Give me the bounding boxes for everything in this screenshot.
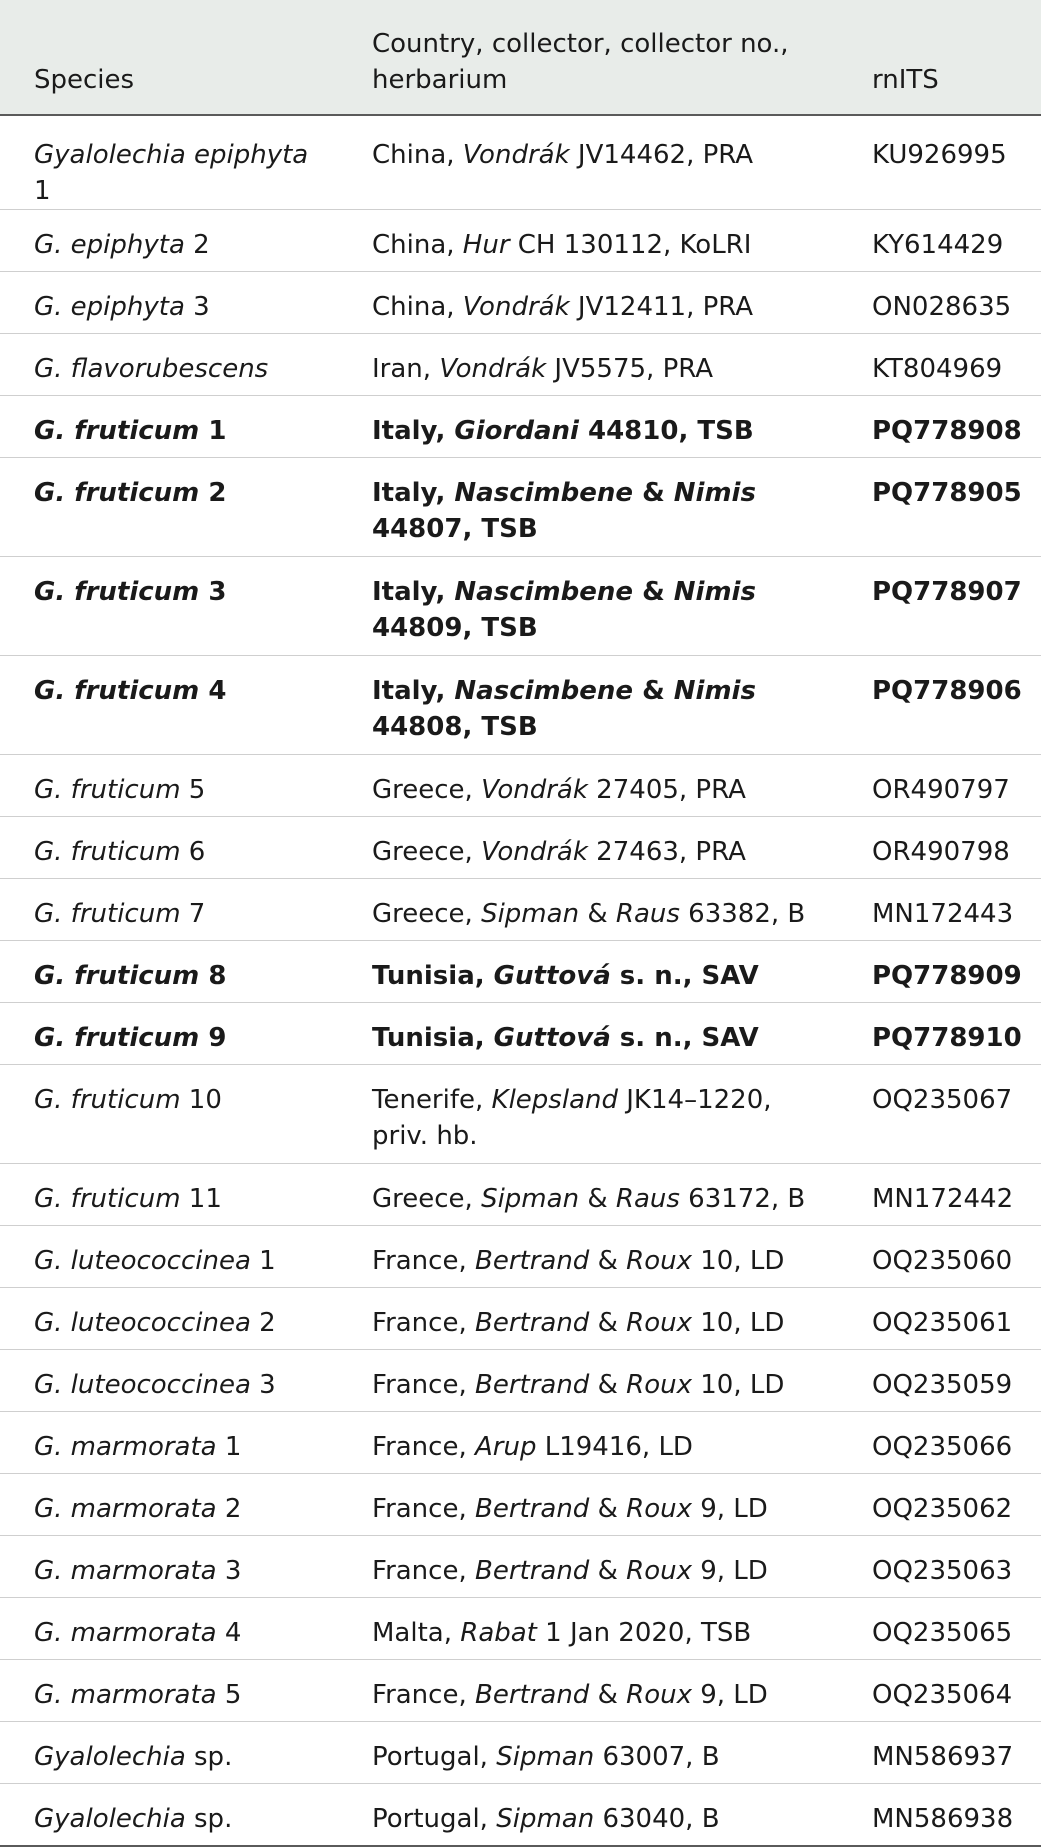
accession-cell: KY614429 (840, 210, 1041, 272)
table-row (0, 1226, 1041, 1288)
collector: Sipman (481, 899, 580, 929)
species-name: G. fruticum (34, 478, 200, 508)
collection-details: 9, LD (691, 1556, 768, 1586)
collection-cell (340, 115, 840, 210)
collection-cell (340, 334, 840, 396)
ampersand: & (589, 1556, 627, 1586)
collection-details: L19416, LD (536, 1432, 693, 1462)
country: France, (372, 1370, 475, 1400)
table-row (0, 817, 1041, 879)
species-name: G. epiphyta (34, 292, 185, 322)
species-suffix: 6 (180, 837, 206, 867)
accession-cell: OQ235063 (840, 1536, 1041, 1598)
collector-2: Roux (626, 1556, 692, 1586)
table-row-highlighted (0, 1003, 1041, 1065)
collector: Vondrák (439, 354, 547, 384)
ampersand: & (589, 1494, 627, 1524)
country: Tenerife, (372, 1085, 492, 1115)
table-row (0, 879, 1041, 941)
species-cell (0, 1003, 340, 1065)
country: France, (372, 1680, 475, 1710)
collection-details: 63007, B (594, 1742, 720, 1772)
species-name: G. marmorata (34, 1618, 217, 1648)
collector: Guttová (493, 1023, 611, 1053)
species-cell (0, 755, 340, 817)
collection-details: s. n., SAV (610, 1023, 759, 1053)
table-row (0, 1784, 1041, 1847)
collector: Vondrák (481, 775, 588, 805)
species-name: G. fruticum (34, 961, 200, 991)
collection-details: 9, LD (691, 1494, 768, 1524)
species-name: Gyalolechia epiphyta (34, 140, 309, 170)
country: Tunisia, (372, 961, 494, 991)
collection-details: 63040, B (594, 1804, 720, 1834)
collector: Vondrák (462, 292, 570, 322)
species-suffix: 2 (199, 478, 227, 508)
table-row-highlighted (0, 557, 1041, 656)
collection-cell (340, 1598, 840, 1660)
table-row (0, 1350, 1041, 1412)
species-suffix: 9 (199, 1023, 227, 1053)
table-row (0, 1065, 1041, 1164)
country: France, (372, 1432, 475, 1462)
species-cell (0, 1288, 340, 1350)
species-cell (0, 1350, 340, 1412)
ampersand: & (589, 1370, 627, 1400)
collection-details: 1 Jan 2020, TSB (536, 1618, 752, 1648)
collector: Bertrand (474, 1308, 590, 1338)
table-row (0, 1288, 1041, 1350)
collector: Guttová (493, 961, 611, 991)
ampersand: & (589, 1246, 627, 1276)
table-header (0, 0, 1041, 115)
collection-cell (340, 1164, 840, 1226)
accession-cell: OQ235059 (840, 1350, 1041, 1412)
ampersand: & (589, 1680, 627, 1710)
accession-cell: OQ235067 (840, 1065, 1041, 1164)
accession-cell: OQ235064 (840, 1660, 1041, 1722)
collection-cell (340, 1065, 840, 1164)
collection-cell (340, 1536, 840, 1598)
collector: Bertrand (474, 1370, 590, 1400)
table-row (0, 1598, 1041, 1660)
collection-details: 44810, TSB (578, 416, 754, 446)
collector: Bertrand (474, 1246, 590, 1276)
country: France, (372, 1308, 475, 1338)
species-cell (0, 1536, 340, 1598)
species-suffix: 8 (199, 961, 227, 991)
collector-2: Nimis (673, 478, 756, 508)
collector: Rabat (460, 1618, 537, 1648)
collection-details: 27405, PRA (587, 775, 746, 805)
table-body (0, 115, 1041, 1846)
accession-cell: ON028635 (840, 272, 1041, 334)
collector-2: Raus (615, 899, 680, 929)
accession-cell: PQ778905 (840, 458, 1041, 557)
species-cell (0, 396, 340, 458)
table-row (0, 1660, 1041, 1722)
ampersand: & (589, 1308, 627, 1338)
country: China, (372, 230, 463, 260)
collection-details: JV14462, PRA (569, 140, 754, 170)
species-name: G. fruticum (34, 1184, 181, 1214)
species-name: G. marmorata (34, 1680, 217, 1710)
accession-cell: PQ778910 (840, 1003, 1041, 1065)
collection-cell (340, 210, 840, 272)
ampersand: & (633, 676, 674, 706)
species-suffix: 4 (216, 1618, 242, 1648)
species-cell (0, 210, 340, 272)
country: Italy, (372, 416, 455, 446)
country: France, (372, 1246, 475, 1276)
collector-2: Roux (626, 1494, 692, 1524)
collector: Hur (462, 230, 510, 260)
collection-cell (340, 656, 840, 755)
species-suffix: 7 (180, 899, 206, 929)
accession-cell: OQ235062 (840, 1474, 1041, 1536)
country: Italy, (372, 577, 455, 607)
collection-details: 44808, TSB (372, 712, 538, 742)
species-cell (0, 879, 340, 941)
species-cell (0, 941, 340, 1003)
collection-details: JV5575, PRA (546, 354, 714, 384)
collector: Giordani (454, 416, 579, 446)
species-name: G. luteococcinea (34, 1308, 251, 1338)
ampersand: & (579, 899, 616, 929)
accession-cell: OQ235065 (840, 1598, 1041, 1660)
species-name: G. fruticum (34, 676, 200, 706)
table-row (0, 272, 1041, 334)
country: Portugal, (372, 1742, 497, 1772)
species-suffix: 2 (216, 1494, 242, 1524)
species-name: G. marmorata (34, 1494, 217, 1524)
species-name: G. fruticum (34, 577, 200, 607)
species-cell (0, 1660, 340, 1722)
collection-cell (340, 1784, 840, 1847)
header-country: Country, collector, collector no., herbarium (340, 0, 840, 115)
collector: Nascimbene (454, 676, 634, 706)
species-suffix: 2 (184, 230, 210, 260)
collection-cell (340, 1003, 840, 1065)
collector: Vondrák (462, 140, 570, 170)
table-row (0, 334, 1041, 396)
country: Greece, (372, 837, 482, 867)
collection-details: 10, LD (691, 1370, 785, 1400)
country: Italy, (372, 676, 455, 706)
species-name: Gyalolechia (34, 1742, 186, 1772)
collection-details: 63172, B (679, 1184, 806, 1214)
collector-2: Roux (626, 1246, 692, 1276)
species-suffix: sp. (185, 1804, 233, 1834)
collector-2: Nimis (673, 577, 756, 607)
accession-cell: OQ235060 (840, 1226, 1041, 1288)
accession-cell: PQ778908 (840, 396, 1041, 458)
species-cell (0, 1226, 340, 1288)
accession-cell: MN586938 (840, 1784, 1041, 1847)
species-cell (0, 1474, 340, 1536)
collector: Arup (474, 1432, 537, 1462)
collection-details: JV12411, PRA (569, 292, 754, 322)
collection-cell (340, 1412, 840, 1474)
accession-cell: PQ778907 (840, 557, 1041, 656)
species-name: Gyalolechia (34, 1804, 186, 1834)
species-name: G. fruticum (34, 1023, 200, 1053)
species-name: G. epiphyta (34, 230, 185, 260)
table-row (0, 1412, 1041, 1474)
species-cell (0, 334, 340, 396)
header-row (0, 0, 1041, 115)
accession-cell: PQ778909 (840, 941, 1041, 1003)
species-cell (0, 1164, 340, 1226)
species-name: G. fruticum (34, 416, 200, 446)
species-cell (0, 1784, 340, 1847)
country: Portugal, (372, 1804, 497, 1834)
collection-cell (340, 755, 840, 817)
accession-cell: MN586937 (840, 1722, 1041, 1784)
collector: Sipman (496, 1804, 595, 1834)
table-row-highlighted (0, 396, 1041, 458)
table-row (0, 755, 1041, 817)
accession-cell: KU926995 (840, 115, 1041, 210)
collector-2: Raus (615, 1184, 680, 1214)
collector: Vondrák (481, 837, 588, 867)
table-row (0, 115, 1041, 210)
header-rnits: rnITS (840, 0, 1041, 115)
species-suffix: 3 (250, 1370, 276, 1400)
collection-cell (340, 1288, 840, 1350)
species-suffix: 1 (199, 416, 227, 446)
collector: Nascimbene (454, 577, 634, 607)
species-suffix: 3 (184, 292, 210, 322)
accession-cell: MN172442 (840, 1164, 1041, 1226)
collection-cell (340, 1350, 840, 1412)
species-name: G. luteococcinea (34, 1370, 251, 1400)
country: France, (372, 1556, 475, 1586)
species-cell (0, 557, 340, 656)
country: Italy, (372, 478, 455, 508)
country: Malta, (372, 1618, 461, 1648)
table-row (0, 1536, 1041, 1598)
collection-details: 9, LD (691, 1680, 768, 1710)
species-name: G. fruticum (34, 775, 181, 805)
collection-cell (340, 1660, 840, 1722)
collection-cell (340, 1226, 840, 1288)
species-suffix: 10 (180, 1085, 222, 1115)
country: Iran, (372, 354, 440, 384)
species-suffix: 3 (216, 1556, 242, 1586)
species-suffix: 4 (199, 676, 227, 706)
species-cell (0, 458, 340, 557)
collector: Sipman (481, 1184, 580, 1214)
collector: Klepsland (491, 1085, 618, 1115)
species-name: G. luteococcinea (34, 1246, 251, 1276)
table-row-highlighted (0, 941, 1041, 1003)
table-row (0, 210, 1041, 272)
collector: Bertrand (474, 1494, 590, 1524)
country: Greece, (372, 899, 482, 929)
accession-cell: OQ235061 (840, 1288, 1041, 1350)
country: Greece, (372, 1184, 482, 1214)
collection-cell (340, 817, 840, 879)
collection-cell (340, 1474, 840, 1536)
collector-2: Roux (626, 1308, 692, 1338)
collector-2: Roux (626, 1680, 692, 1710)
collection-details: 44807, TSB (372, 514, 538, 544)
species-suffix: 5 (216, 1680, 242, 1710)
table-row (0, 1722, 1041, 1784)
species-cell (0, 115, 340, 210)
species-cell (0, 1412, 340, 1474)
species-suffix: 11 (180, 1184, 222, 1214)
header-species: Species (0, 0, 340, 115)
collection-details: JK14–1220, priv. hb. (372, 1085, 772, 1151)
ampersand: & (633, 478, 674, 508)
accession-cell: MN172443 (840, 879, 1041, 941)
collection-cell (340, 458, 840, 557)
country: China, (372, 292, 463, 322)
collector: Bertrand (474, 1680, 590, 1710)
collection-cell (340, 272, 840, 334)
collector-2: Roux (626, 1370, 692, 1400)
species-suffix: sp. (185, 1742, 233, 1772)
collector: Sipman (496, 1742, 595, 1772)
species-suffix: 5 (180, 775, 206, 805)
collector-2: Nimis (673, 676, 756, 706)
collection-details: 27463, PRA (587, 837, 746, 867)
collection-cell (340, 1722, 840, 1784)
table-row (0, 1164, 1041, 1226)
collection-details: s. n., SAV (610, 961, 759, 991)
species-cell (0, 272, 340, 334)
accession-cell: OQ235066 (840, 1412, 1041, 1474)
accession-cell: OR490797 (840, 755, 1041, 817)
species-cell (0, 1722, 340, 1784)
species-name: G. fruticum (34, 1085, 181, 1115)
ampersand: & (633, 577, 674, 607)
table-row-highlighted (0, 458, 1041, 557)
species-name: G. flavorubescens (34, 354, 269, 384)
table-row-highlighted (0, 656, 1041, 755)
species-suffix: 2 (250, 1308, 276, 1338)
accession-cell: PQ778906 (840, 656, 1041, 755)
collection-cell (340, 557, 840, 656)
species-name: G. marmorata (34, 1556, 217, 1586)
species-cell (0, 656, 340, 755)
collection-details: 10, LD (691, 1246, 785, 1276)
collector: Nascimbene (454, 478, 634, 508)
species-name: G. fruticum (34, 837, 181, 867)
species-cell (0, 817, 340, 879)
collection-cell (340, 396, 840, 458)
species-cell (0, 1065, 340, 1164)
country: China, (372, 140, 463, 170)
species-name: G. fruticum (34, 899, 181, 929)
accession-cell: OR490798 (840, 817, 1041, 879)
accession-cell: KT804969 (840, 334, 1041, 396)
collection-details: 10, LD (691, 1308, 785, 1338)
country: Tunisia, (372, 1023, 494, 1053)
collection-details: 63382, B (679, 899, 806, 929)
collection-cell (340, 941, 840, 1003)
collector: Bertrand (474, 1556, 590, 1586)
species-suffix: 1 (250, 1246, 276, 1276)
collection-details: 44809, TSB (372, 613, 538, 643)
species-cell (0, 1598, 340, 1660)
collection-details: CH 130112, KoLRI (509, 230, 752, 260)
species-name: G. marmorata (34, 1432, 217, 1462)
species-suffix: 3 (199, 577, 227, 607)
ampersand: & (579, 1184, 616, 1214)
collection-cell (340, 879, 840, 941)
table-row (0, 1474, 1041, 1536)
country: France, (372, 1494, 475, 1524)
country: Greece, (372, 775, 482, 805)
species-suffix: 1 (34, 176, 51, 206)
species-suffix: 1 (216, 1432, 242, 1462)
